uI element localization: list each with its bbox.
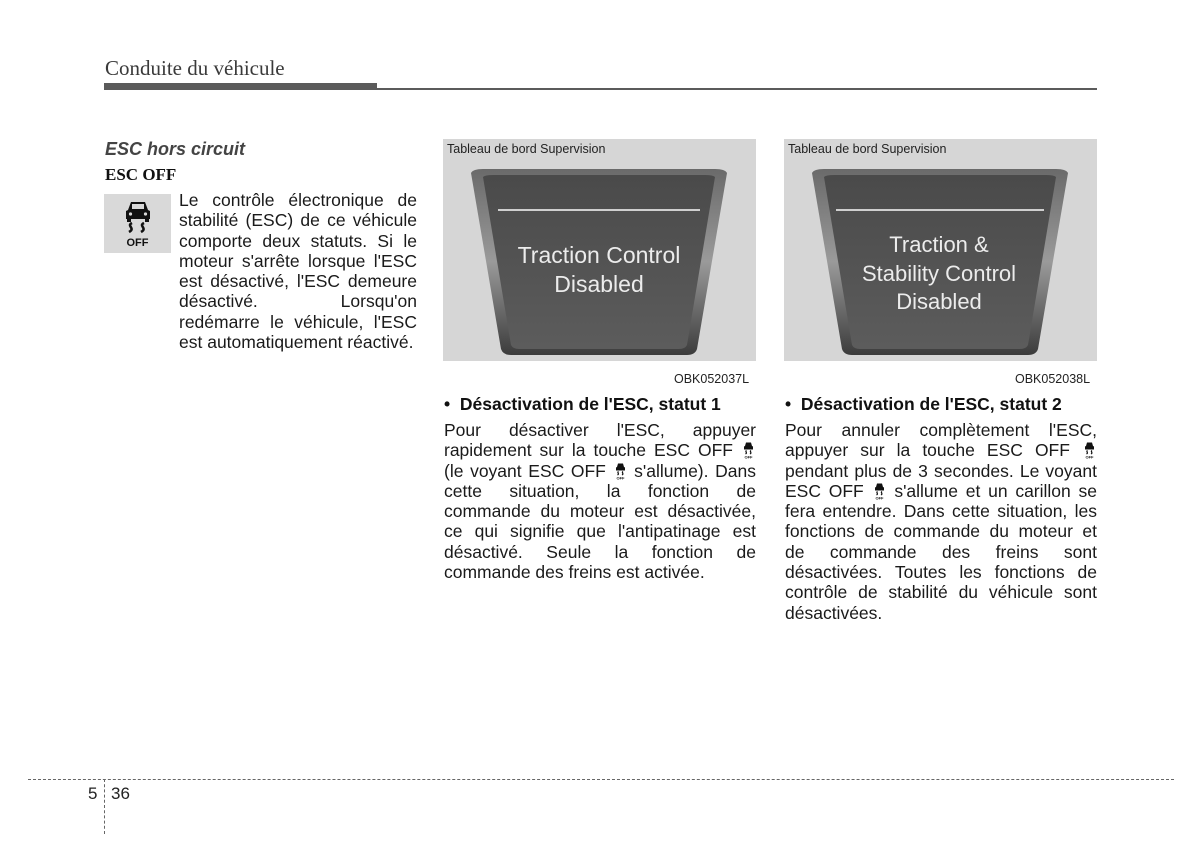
figure-caption: Tableau de bord Supervision xyxy=(447,142,606,156)
section-subtitle: ESC OFF xyxy=(105,165,177,184)
figure-caption: Tableau de bord Supervision xyxy=(788,142,947,156)
display-line: Traction & xyxy=(889,232,989,257)
esc-off-icon xyxy=(872,482,887,500)
esc-off-icon xyxy=(741,441,756,459)
svg-text:OFF: OFF xyxy=(875,495,884,500)
status-1-heading: • Désactivation de l'ESC, statut 1 xyxy=(444,394,721,414)
cluster-display-2 xyxy=(784,139,1097,361)
display-line: Disabled xyxy=(554,271,644,297)
svg-text:OFF: OFF xyxy=(616,475,625,480)
cluster-display-figure-2 xyxy=(784,139,1097,361)
section-body: Le contrôle électronique de stabilité (ESC) de ce véhicule comporte deux statuts. Si le moteur s'arrête lorsque l'ESC est désactivé, l'ESC demeure désactivé. Lorsqu'on redémarre le véhicule, l'ESC est automatiquement réactivé. xyxy=(179,190,417,353)
esc-off-icon xyxy=(613,462,628,480)
cluster-display-figure-1 xyxy=(443,139,756,361)
esc-off-icon-label: OFF xyxy=(126,237,149,249)
display-line: Stability Control xyxy=(861,261,1017,286)
cluster-display-1 xyxy=(443,139,756,361)
page-number: 36 xyxy=(111,784,130,803)
chapter-number: 5 xyxy=(88,784,98,803)
status-2-body: Pour annuler complètement l'ESC, appuyer sur la touche ESC OFF OFF pendant plus de 3 secondes. Le voyant ESC OFF OFF s'allume et un carillon se fera entendre. Dans cette situation, les fonctions de commande du moteur et de commande des freins sont désactivées. Toutes les fonctions de contrôle de stabilité du véhicule sont désactivées. xyxy=(785,420,1098,623)
status-2-heading: • Désactivation de l'ESC, statut 2 xyxy=(785,394,1062,414)
running-header: Conduite du véhicule xyxy=(105,56,285,80)
esc-off-icon xyxy=(104,194,171,253)
figure-code: OBK052037L xyxy=(674,372,750,386)
display-line: Traction Control xyxy=(517,242,681,268)
display-line: Disabled xyxy=(896,289,982,314)
footer-rule xyxy=(28,779,1174,780)
figure-code: OBK052038L xyxy=(1015,372,1091,386)
svg-text:OFF: OFF xyxy=(1085,454,1094,460)
header-rule xyxy=(104,88,1097,90)
bullet: • xyxy=(444,394,460,414)
esc-off-icon-badge xyxy=(104,194,171,253)
svg-text:OFF: OFF xyxy=(744,454,753,460)
section-title: ESC hors circuit xyxy=(105,139,246,159)
status-1-body: Pour désactiver l'ESC, appuyer rapidement sur la touche ESC OFF OFF (le voyant ESC OFF OFF s'allume). Dans cette situation, la fonction de commande du moteur est désactivée, ce qui signifie que l'antipatinage est désactivé. Seule la fonction de commande des freins est activée. xyxy=(444,420,756,583)
esc-off-icon xyxy=(1082,441,1097,459)
footer-divider xyxy=(104,779,105,834)
bullet: • xyxy=(785,394,801,414)
